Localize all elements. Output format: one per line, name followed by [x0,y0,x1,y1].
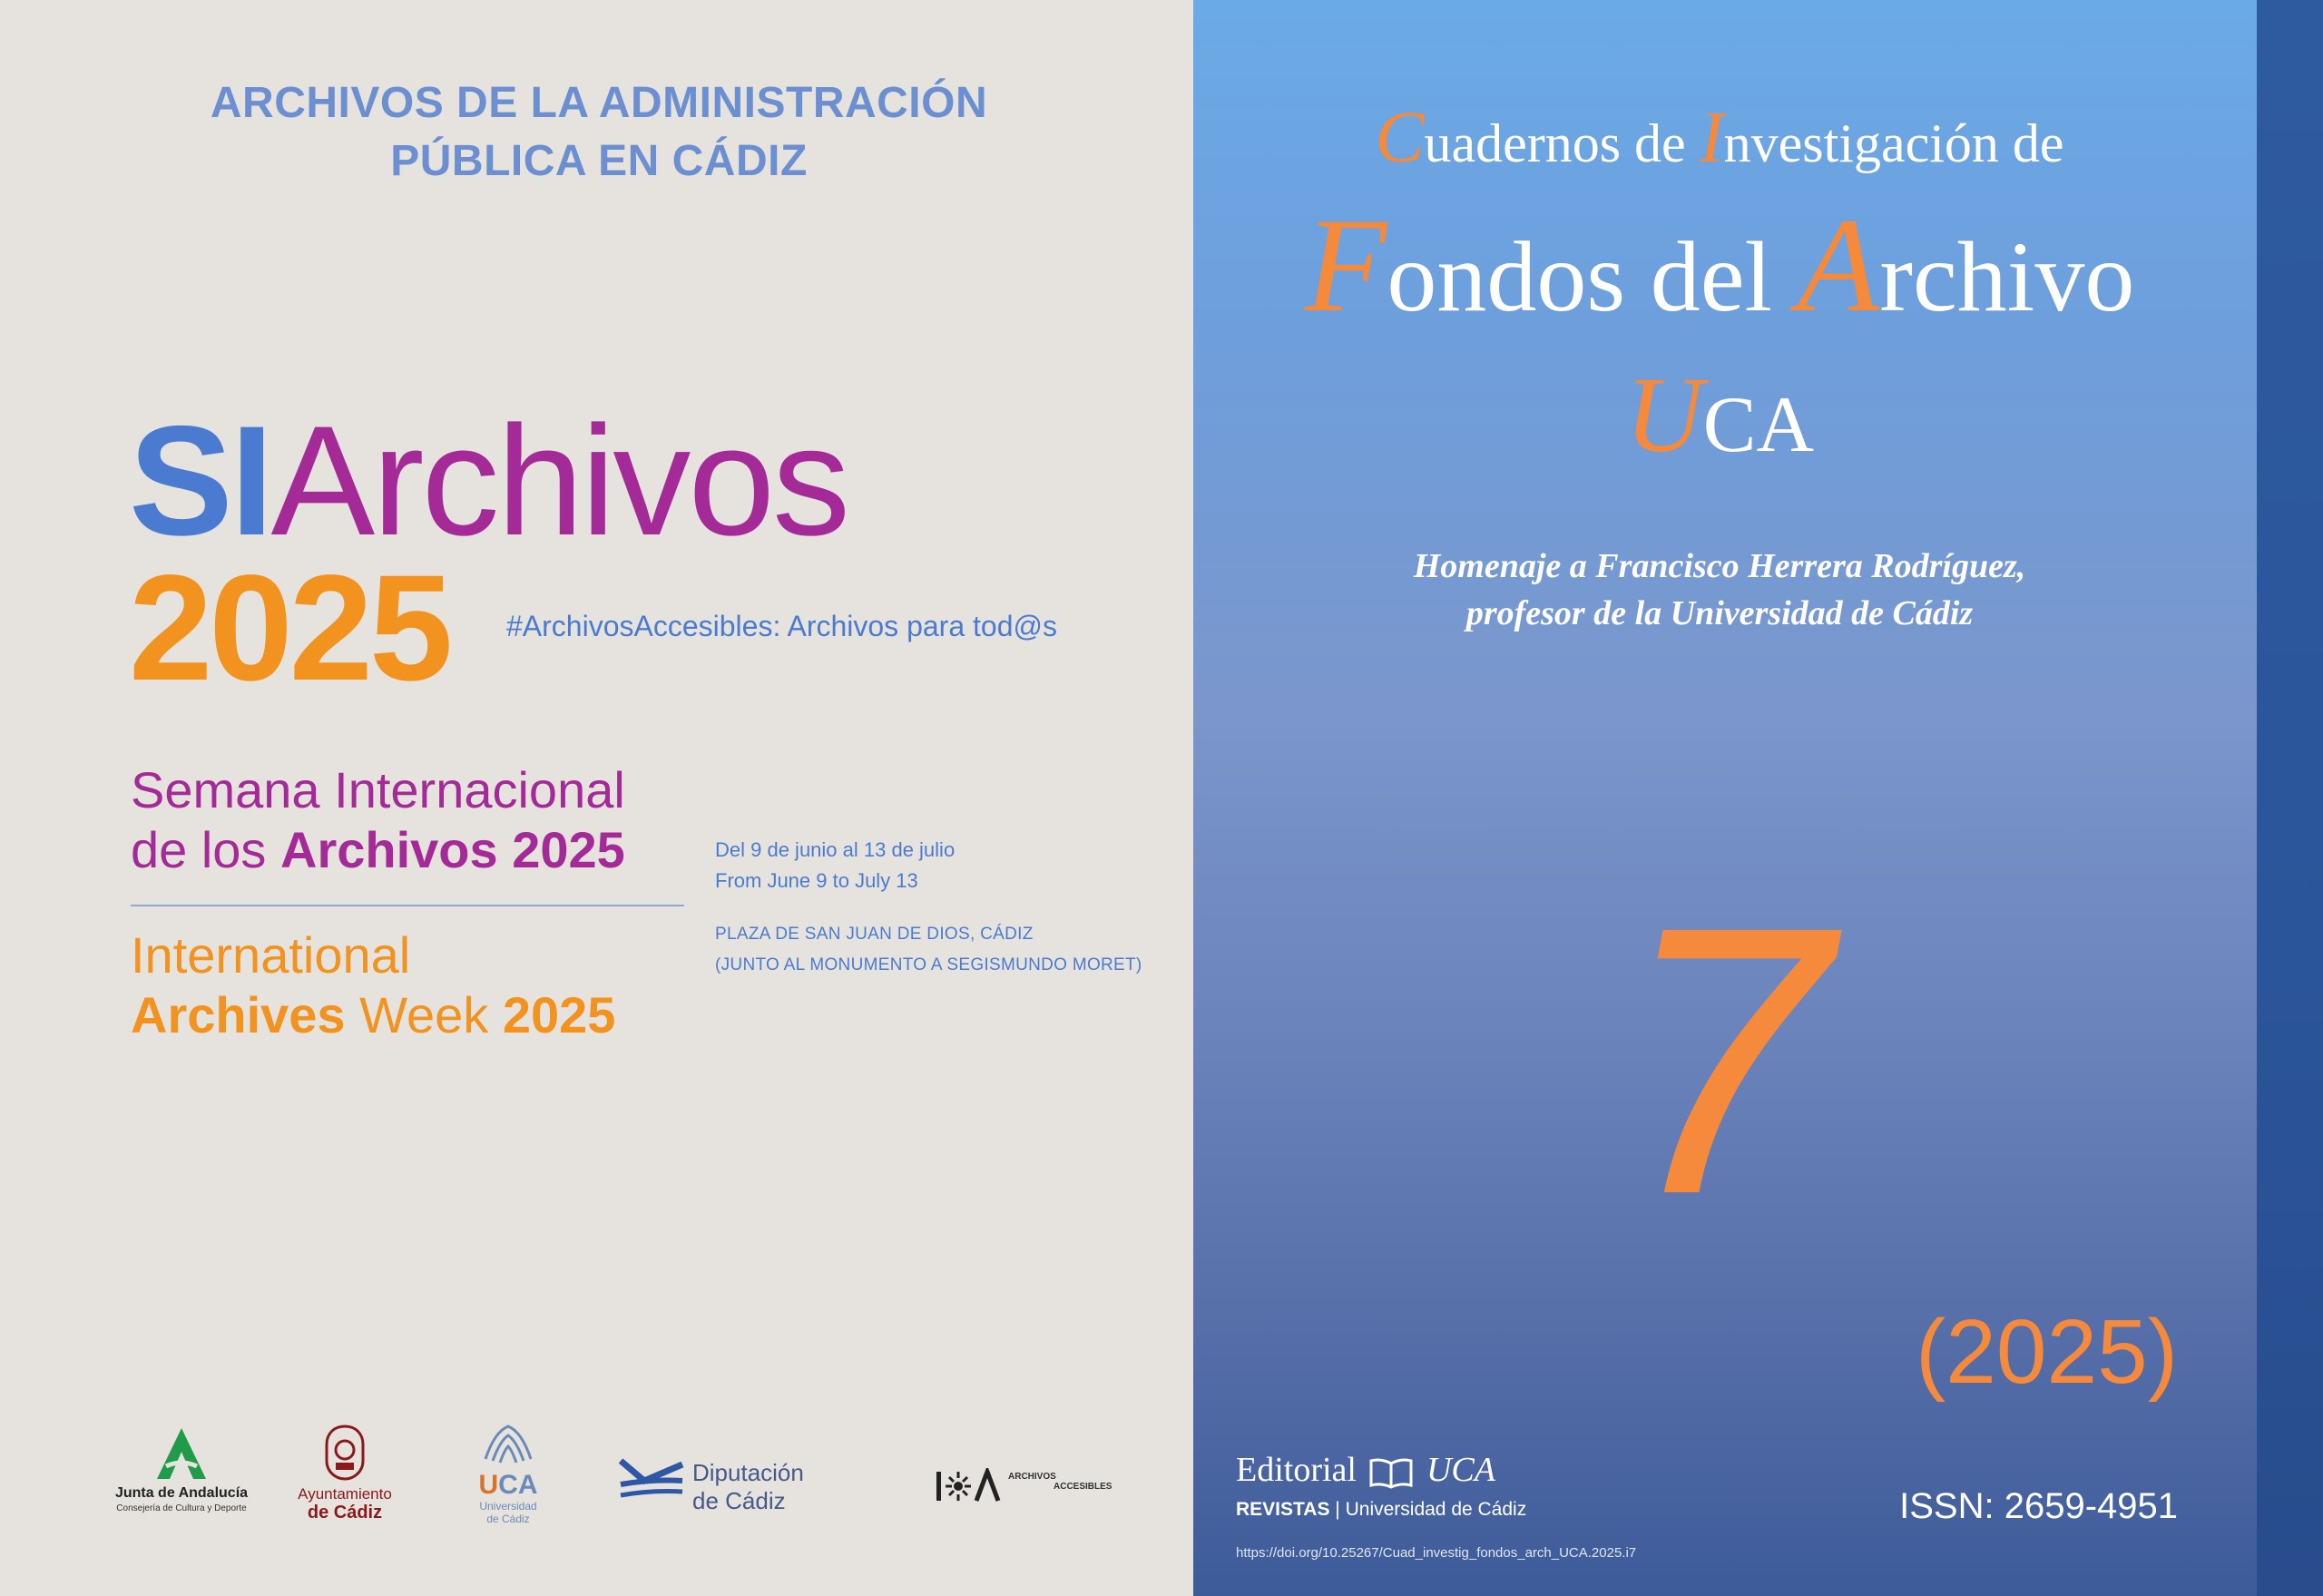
cuad-rest2: nvestigación de [1723,113,2064,173]
cover-title-line2 [1252,191,2187,340]
event-dates [715,835,955,896]
volume-number: 7 [1618,848,1830,1274]
ayuntamiento-cadiz-logo [295,1425,395,1522]
divider [131,905,684,906]
uca-u: U [478,1470,499,1500]
admin-title-line1: ARCHIVOS DE LA ADMINISTRACIÓN [210,79,988,127]
revistas-line [1236,1497,1526,1523]
dip-line1: Diputación [692,1459,804,1486]
uca-rest: CA [1702,381,1815,469]
intl-line2 [131,985,615,1045]
junta-a-icon [150,1426,213,1481]
place-line1: PLAZA DE SAN JUAN DE DIOS, CÁDIZ [715,925,1034,944]
intl-line1: International [131,926,411,984]
revistas-bold: REVISTAS [1236,1499,1330,1520]
junta-sub: Consejería de Cultura y Deporte [116,1503,247,1513]
intl-week: Week [345,986,503,1043]
ica-text [1008,1472,1112,1492]
brand-year: 2025 [129,544,450,712]
editorial-uca-logo [1236,1450,1495,1490]
dates-en: From June 9 to July 13 [715,869,918,892]
semana-title [131,760,625,880]
open-book-icon [1368,1456,1414,1489]
cap-c: C [1375,96,1425,178]
cap-f: F [1304,191,1387,340]
intl-year: 2025 [502,986,616,1043]
junta-name: Junta de Andalucía [114,1485,249,1501]
event-place [715,919,1142,981]
cuad-rest1: uadernos de [1424,113,1700,173]
international-title [131,925,615,1045]
uca-sub1: Universidad [479,1500,537,1513]
cover-title-line1 [1252,96,2187,180]
semana-line2 [131,820,625,880]
issn: ISSN: 2659-4951 [1899,1486,2178,1526]
editorial-word: Editorial [1236,1451,1357,1489]
homenaje-line1: Homenaje a Francisco Herrera Rodríguez, [1413,547,2026,585]
cover-spine [2257,0,2323,1596]
ica-archivos-accesibles-logo [935,1468,1116,1509]
fondos-rest2: rchivo [1879,221,2135,332]
hashtag: #ArchivosAccesibles: Archivos para tod@s [506,610,1057,642]
uca-logo [467,1423,549,1525]
volume-year: (2025) [1915,1301,2178,1403]
cap-u: U [1624,355,1703,475]
semana-line2-bold: Archivos 2025 [280,821,625,878]
cap-a: A [1797,191,1880,340]
revistas-rest: | Universidad de Cádiz [1329,1499,1527,1520]
diputacion-cadiz-logo [617,1454,817,1514]
junta-andalucia-logo [109,1426,254,1513]
homenaje-subtitle [1252,543,2187,637]
brand-logo-text [129,394,848,568]
uca-wordmark [467,1471,549,1500]
fondos-rest1: ondos del [1387,221,1798,332]
brand-si: SI [129,394,271,568]
cover-title-line3 [1252,355,2187,475]
uca-sub2: de Cádiz [486,1513,530,1525]
diputacion-wave-icon [617,1454,686,1504]
semana-line2-prefix: de los [131,821,280,878]
ayto-line1: Ayuntamiento [298,1485,392,1503]
admin-title [109,74,1089,191]
dates-es: Del 9 de junio al 13 de julio [715,838,956,861]
ica-line1: ARCHIVOS [1008,1472,1056,1482]
uca-emblem-icon [476,1423,540,1466]
cap-i: I [1699,96,1724,178]
uca-ca: CA [498,1470,538,1500]
admin-title-line2: PÚBLICA EN CÁDIZ [390,137,808,185]
semana-line1: Semana Internacional [131,761,625,818]
homenaje-line2: profesor de la Universidad de Cádiz [1465,594,1974,632]
ica-mark-icon [935,1468,1004,1504]
intl-archives: Archives [131,986,346,1043]
dip-line2: de Cádiz [692,1487,786,1514]
ica-line2: ACCESIBLES [1054,1482,1112,1492]
place-line2: (JUNTO AL MONUMENTO A SEGISMUNDO MORET) [715,955,1142,974]
editorial-uca: UCA [1426,1451,1495,1489]
doi-link[interactable]: https://doi.org/10.25267/Cuad_investig_fondos_arch_UCA.2025.i7 [1236,1545,1637,1561]
cadiz-crest-icon [319,1425,370,1481]
diputacion-text [692,1459,804,1515]
brand-archivos: Archivos [270,394,848,568]
ayto-line2: de Cádiz [307,1503,383,1523]
